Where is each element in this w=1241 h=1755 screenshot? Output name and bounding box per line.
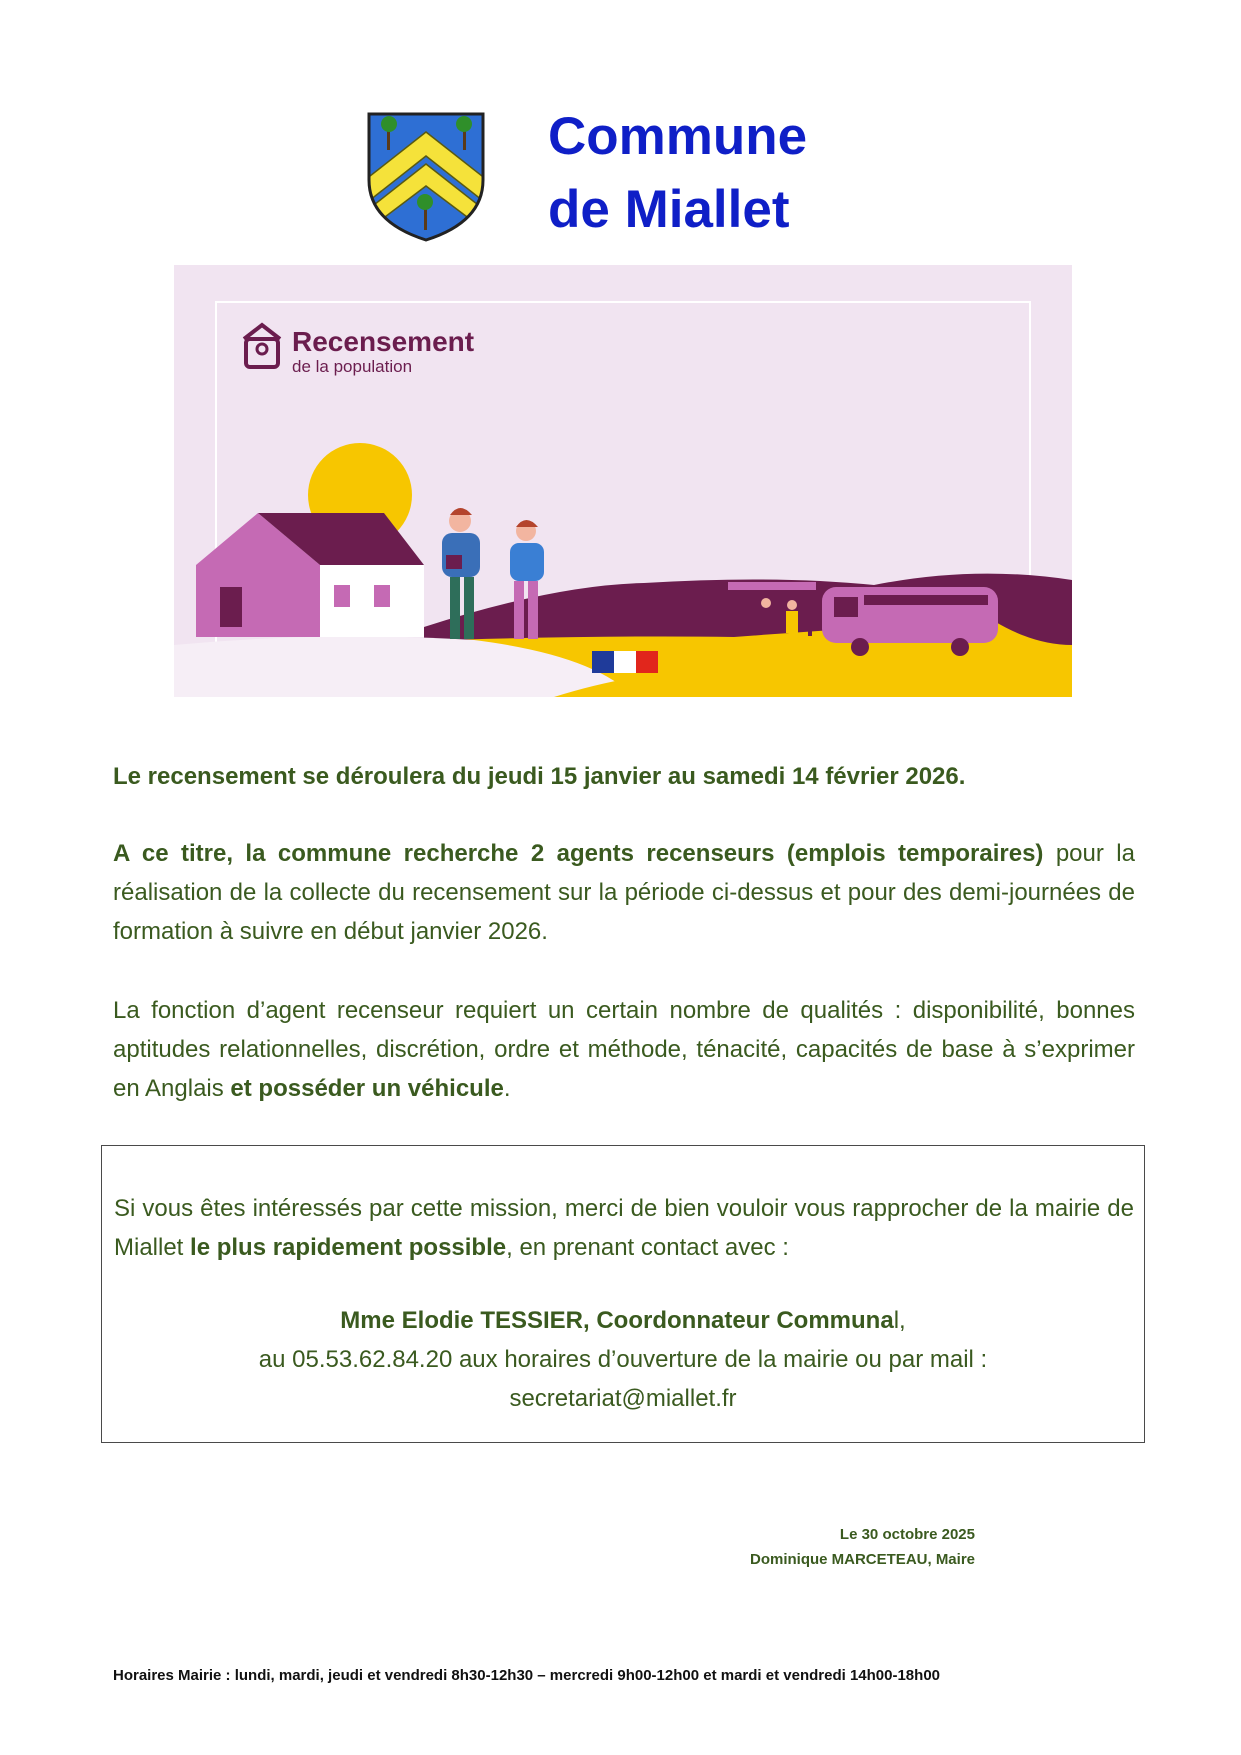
contact-intro-start: Si vous êtes intéressés par cette mission, merci de bien vouloir vous rapprocher de la mairie de Miallet [114,1195,1134,1261]
recruitment-bold: A ce titre, la commune recherche 2 agents recenseurs (emplois temporaires) [113,840,1044,867]
contact-name-bold: Mme Elodie TESSIER, Coordonnateur Communa [340,1307,894,1334]
banner-logo-text [292,327,474,377]
recruitment-paragraph [113,834,1135,951]
contact-details [102,1301,1144,1418]
title-line-1: Commune [548,107,808,166]
qualities-text: La fonction d’agent recenseur requiert un certain nombre de qualités : disponibilité, bonnes aptitudes relationnelles, discrétion, ordre et méthode, ténacité, capacités de base à s’exprimer en Anglais [113,997,1135,1102]
page-title [548,100,868,246]
contact-intro-bold: le plus rapidement possible [190,1234,507,1261]
contact-intro [114,1189,1134,1267]
signature-name: Dominique MARCETEAU, Maire [749,1551,975,1568]
banner-logo-subtitle: de la population [292,357,413,376]
contact-phone-line: au 05.53.62.84.20 aux horaires d’ouverture de la mairie ou par mail : [258,1346,988,1373]
qualities-end: . [503,1075,511,1102]
qualities-paragraph [113,991,1135,1108]
recruitment-rest: pour la réalisation de la collecte du recensement sur la période ci-dessus et pour des demi-journées de formation à suivre en début janvier 2026. [113,840,1135,945]
town-hall-hours: Horaires Mairie : lundi, mardi, jeudi et vendredi 8h30-12h30 – mercredi 9h00-12h00 et mardi et vendredi 14h00-18h00 [113,1667,940,1684]
signature-block [750,1522,975,1572]
contact-intro-end: , en prenant contact avec : [506,1234,789,1261]
coat-of-arms-emblem [365,110,487,244]
banner-logo-title: Recensement [292,326,475,357]
contact-name-end: l, [893,1307,906,1334]
qualities-bold: et posséder un véhicule [230,1075,504,1102]
contact-box [101,1145,1145,1443]
signature-date: Le 30 octobre 2025 [839,1526,975,1543]
contact-email: secretariat@miallet.fr [509,1385,737,1412]
title-line-2: de Miallet [548,180,790,239]
census-dates-paragraph: Le recensement se déroulera du jeudi 15 janvier au samedi 14 février 2026. [113,763,966,790]
contact-name [102,1301,1144,1340]
